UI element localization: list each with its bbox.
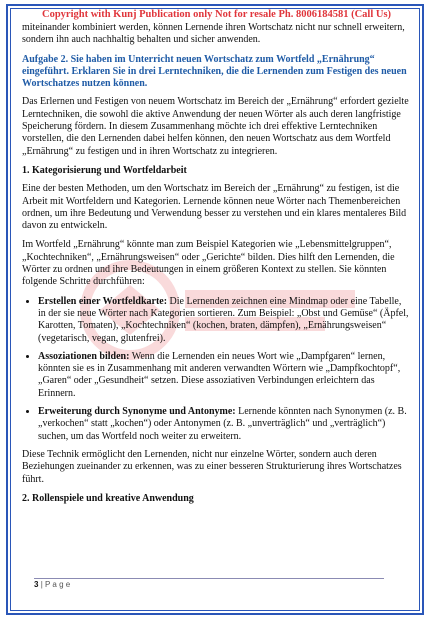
- page-number: 3: [34, 580, 39, 589]
- technique-list: [22, 296, 409, 443]
- section-heading-1: 1. Kategorisierung und Wortfeldarbeit: [22, 164, 187, 176]
- copyright-header: Copyright with Kunj Publication only Not for resale Ph. 8006184581 (Call Us): [42, 9, 392, 20]
- page-footer: [34, 578, 384, 589]
- task-question: Aufgabe 2. Sie haben im Unterricht neuen Wortschatz zum Wortfeld „Ernährung“ eingeführt. Erklaren Sie in drei Lerntechniken, die die Lernenden zum Festigen des neuen Wortschatzes nutzen können.: [22, 53, 407, 90]
- paragraph-3: Im Wortfeld „Ernährung“ könnte man zum Beispiel Kategorien wie „Lebensmittelgruppen“, „Kochtechniken“, „Ernährungsweisen“ oder „Gerichte“ bilden. Dies hilft den Lernenden, die Wörter zu ordnen und ihre Bedeutungen in einem größeren Kontext zu stellen. Sie könnten folgende Schritte durchführen:: [22, 239, 395, 288]
- list-item: • Assoziationen bilden: Wenn die Lernenden ein neues Wort wie „Dampfgaren“ lernen, könnten sie es in Zusammenhang mit anderen verwandten Wörtern wie „Dampfkochtopf“, „Garen“ oder „Gesundheit“ setzen. Diese assoziativen Verbindungen erleichtern das Erinnern.: [38, 351, 409, 400]
- intro-paragraph: miteinander kombiniert werden, können Lernende ihren Wortschatz nicht nur schnell erweitern, sondern ihn auch nachhaltig behalten und sicher anwenden.: [22, 22, 405, 46]
- paragraph-4: Diese Technik ermöglicht den Lernenden, nicht nur einzelne Wörter, sondern auch deren Beziehungen zueinander zu erkennen, was zu einer besseren Strukturierung ihres Wortschatzes führt.: [22, 448, 402, 485]
- page-label: | P a g e: [40, 580, 71, 589]
- list-item: • Erweiterung durch Synonyme und Antonyme: Lernende könnten nach Synonymen (z. B. „verkochen“ statt „kochen“) oder Antonymen (z. B. „unverträglich“ und „verträglich“) suchen, um das Wortfeld noch weiter zu erweitern.: [38, 406, 409, 443]
- section-heading-2: 2. Rollenspiele und kreative Anwendung: [22, 492, 194, 504]
- page-content: [22, 8, 409, 511]
- paragraph-1: Das Erlernen und Festigen von neuem Wortschatz im Bereich der „Ernährung“ erfordert gezielte Lerntechniken, die sowohl die aktive Anwendung der neuen Wörter als auch deren langfristige Speicherung fördern. In diesem Zusammenhang möchte ich drei effektive Lerntechniken vorstellen, die den Lernenden dabei helfen können, den neuen Wortschatz aus dem Wortfeld „Ernährung“ zu festigen und in ihren Wortschatz zu integrieren.: [22, 96, 409, 157]
- list-item: • Erstellen einer Wortfeldkarte: Die Lernenden zeichnen eine Mindmap oder eine Tabelle, in der sie neue Wörter nach Kategorien sortieren. Zum Beispiel: „Obst und Gemüse“ (Äpfel, Karotten, Tomaten), „Kochtechniken“ (kochen, braten, dämpfen), „Ernährungsweisen“ (vegetarisch, vegan, glutenfrei).: [38, 296, 409, 345]
- paragraph-2: Eine der besten Methoden, um den Wortschatz im Bereich der „Ernährung“ zu festigen, ist die Arbeit mit Wortfeldern und Kategorien. Lernende können neue Wörter nach Themenbereichen ordnen, um ihre Bedeutung und Verwendung besser zu verstehen und ein klares mentaleres Bild davon zu entwickeln.: [22, 183, 407, 232]
